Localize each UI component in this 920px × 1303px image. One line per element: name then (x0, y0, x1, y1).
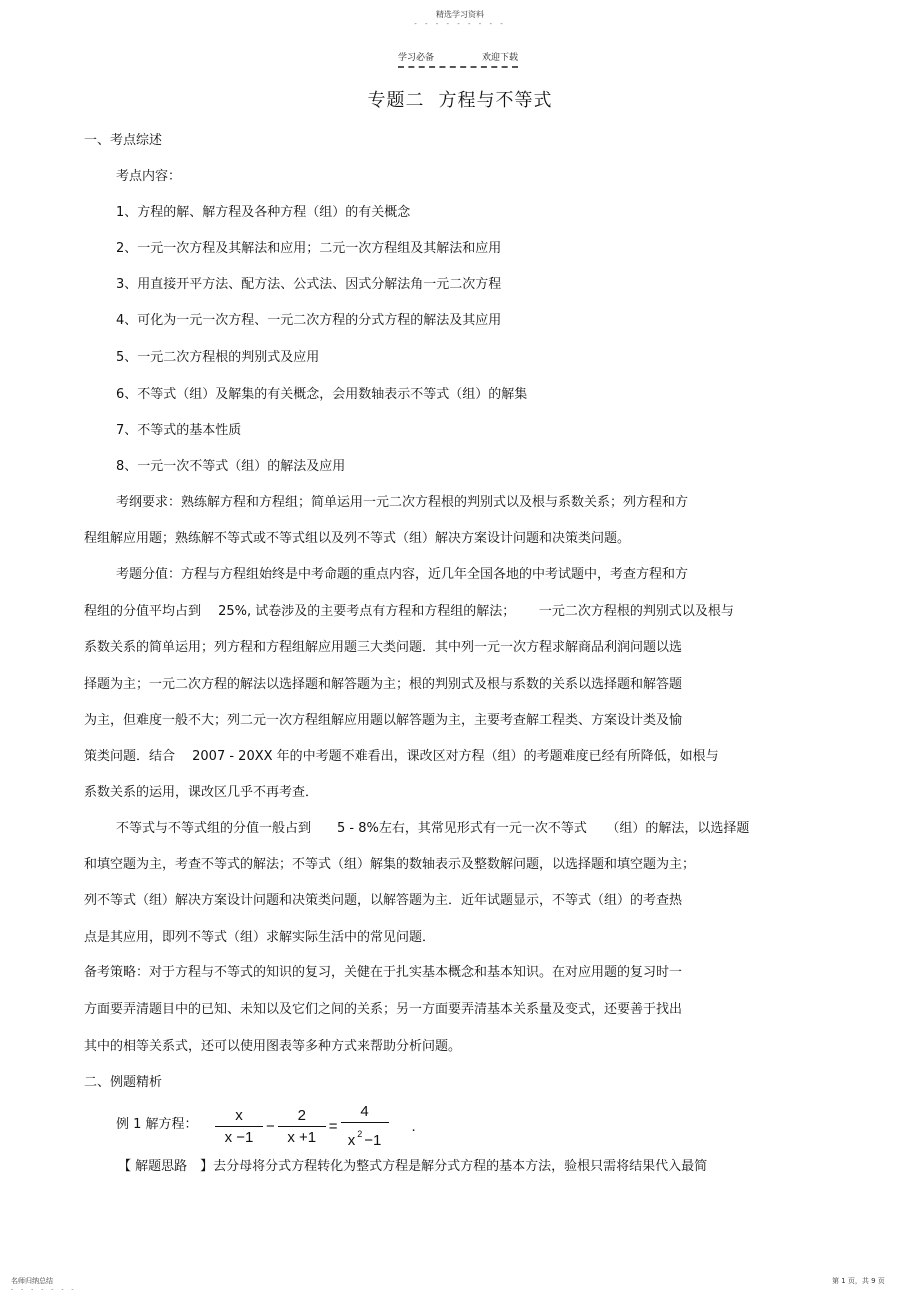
score-value-line: 系数关系的简单运用；列方程和方程组解应用题三大类问题．其中列一元一次方程求解商品利润问题以选 (84, 640, 683, 655)
solution-hint: 【 解题思路 】去分母将分式方程转化为整式方程是解分式方程的基本方法，验根只需将结果代入最简 (118, 1159, 708, 1174)
title-part-2: 方程与不等式 (438, 90, 553, 111)
inequality-value-line: 点是其应用，即列不等式（组）求解实际生活中的常见问题． (84, 930, 436, 945)
score-value-line: 程组的分值平均占到 25%, 试卷涉及的主要考点有方程和方程组的解法； 一元二次方程根的判别式以及根与 (84, 604, 734, 619)
score-value-line: 策类问题．结合 2007 - 20XX 年的中考题不难看出，课改区对方程（组）的考题难度已经有所降低，如根与 (84, 749, 719, 764)
footer-left-label: 名师归纳总结 (11, 1277, 53, 1285)
page-title (0, 86, 920, 112)
section-heading-examples: 二、例题精析 (84, 1075, 163, 1090)
title-part-1: 专题二 (367, 90, 425, 111)
requirements-line: 考纲要求：熟练解方程和方程组；简单运用一元二次方程根的判别式以及根与系数关系；列方程和方 (116, 495, 689, 510)
example-1-equation (214, 1103, 416, 1150)
list-item: 4、可化为一元一次方程、一元二次方程的分式方程的解法及其应用 (116, 313, 502, 328)
list-item: 8、一元一次不等式（组）的解法及应用 (116, 459, 346, 474)
list-item: 1、方程的解、解方程及各种方程（组）的有关概念 (116, 205, 411, 220)
minus-operator: − (266, 1118, 275, 1135)
score-value-line: 择题为主；一元二次方程的解法以选择题和解答题为主；根的判别式及根与系数的关系以选择题和解答题 (84, 677, 683, 692)
list-item: 3、用直接开平方法、配方法、公式法、因式分解法角一元二次方程 (116, 277, 502, 292)
list-item: 5、一元二次方程根的判别式及应用 (116, 350, 320, 365)
equation-period: . (411, 1118, 416, 1135)
inequality-value-line: 和填空题为主，考查不等式的解法；不等式（组）解集的数轴表示及整数解问题，以选择题和填空题为主； (84, 857, 696, 872)
fraction-3: $\frac{4}{x ^2 -1}$ (341, 1103, 389, 1150)
strategy-line: 方面要弄清题目中的已知、未知以及它们之间的关系；另一方面要弄清基本关系量及变式，还要善于找出 (84, 1002, 683, 1017)
requirements-line: 程组解应用题；熟练解不等式或不等式组以及列不等式（组）解决方案设计问题和决策类问题。 (84, 531, 631, 546)
score-value-line: 系数关系的运用，课改区几乎不再考查． (84, 785, 319, 800)
header-left-text: 学习必备 (398, 53, 435, 63)
footer-left-dots: - - - - - - - (11, 1286, 77, 1293)
inequality-value-line: 列不等式（组）解决方案设计问题和决策类问题，以解答题为主．近年试题显示，不等式（组）的考查热 (84, 893, 683, 908)
fraction-1: $\frac{x}{x -1}$ (215, 1107, 263, 1147)
fraction-2: $\frac{2}{x +1}$ (278, 1107, 326, 1147)
list-item: 7、不等式的基本性质 (116, 423, 242, 438)
top-banner-label: 精选学习资料 (436, 10, 484, 19)
score-value-line: 为主，但难度一般不大；列二元一次方程组解应用题以解答题为主，主要考查解工程类、方案设计类及愉 (84, 713, 683, 728)
inequality-value-line: 不等式与不等式组的分值一般占到 5 - 8%左右，其常见形式有一元一次不等式 （组）的解法，以选择题 (116, 821, 750, 836)
header-right-text: 欢迎下载 (481, 53, 518, 63)
page-header (398, 50, 518, 68)
page-number: 第 1 页，共 9 页 (832, 1277, 885, 1285)
section-heading-overview: 一、考点综述 (84, 133, 163, 148)
strategy-line: 备考策略：对于方程与不等式的知识的复习，关健在于扎实基本概念和基本知识。在对应用题的复习时一 (84, 965, 683, 980)
top-banner-dots: - - - - - - - - - (414, 20, 506, 28)
list-item: 2、一元一次方程及其解法和应用；二元一次方程组及其解法和应用 (116, 241, 502, 256)
score-value-line: 考题分值：方程与方程组始终是中考命题的重点内容，近几年全国各地的中考试题中，考查方程和方 (116, 567, 689, 582)
strategy-line: 其中的相等关系式，还可以使用图表等多种方式来帮助分析问题。 (84, 1039, 462, 1054)
equals-operator: = (328, 1118, 338, 1135)
example-1-label: 例 1 解方程： (116, 1117, 198, 1132)
list-item: 6、不等式（组）及解集的有关概念，会用数轴表示不等式（组）的解集 (116, 387, 528, 402)
content-label: 考点内容： (116, 169, 182, 184)
